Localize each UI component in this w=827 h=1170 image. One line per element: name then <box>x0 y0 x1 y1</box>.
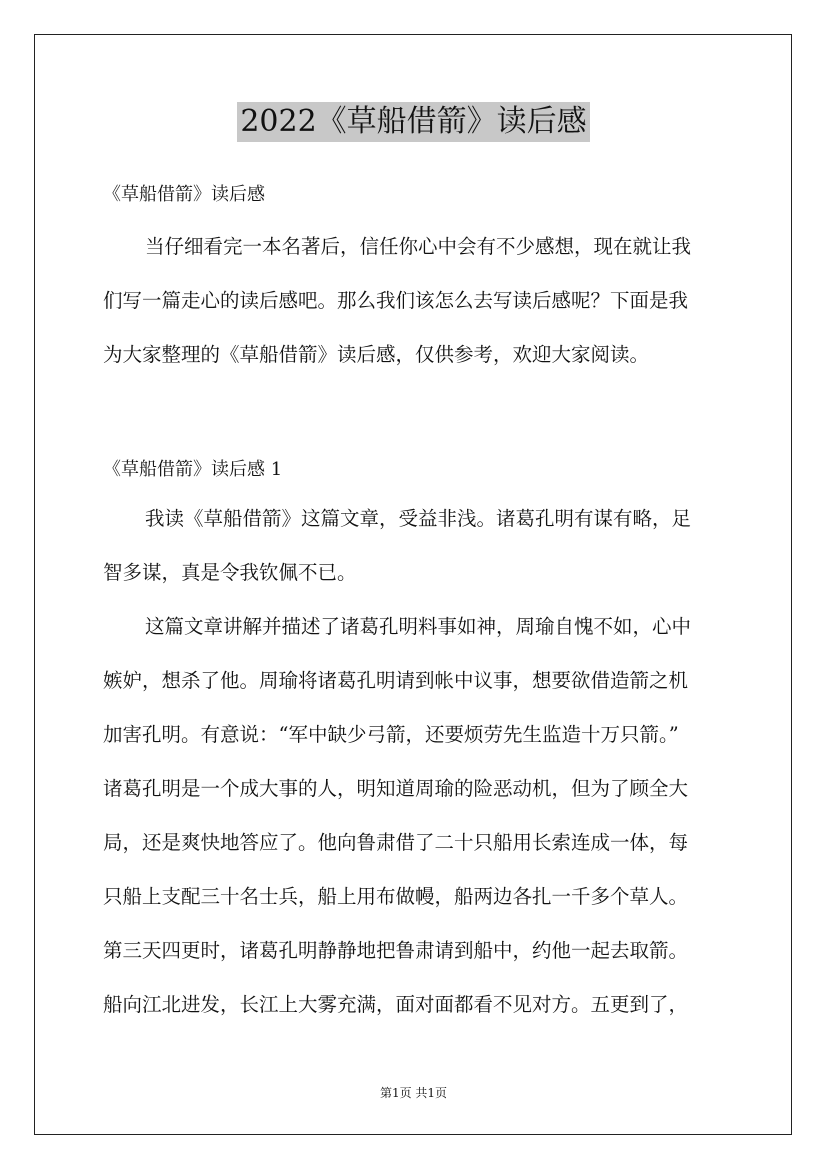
section-heading: 《草船借箭》读后感 1 <box>103 459 283 480</box>
paragraph-line: 只船上支配三十名士兵，船上用布做幔，船两边各扎一千多个草人。 <box>103 885 689 908</box>
document-title: 2022《草船借箭》读后感 <box>237 102 589 142</box>
intro-line: 为大家整理的《草船借箭》读后感，仅供参考，欢迎大家阅读。 <box>103 343 650 366</box>
paragraph-line: 智多谋，真是令我钦佩不已。 <box>103 561 357 584</box>
title-container <box>0 102 827 142</box>
page-footer: 第1页 共1页 <box>379 1086 448 1100</box>
intro-line: 们写一篇走心的读后感吧。那么我们该怎么去写读后感呢？下面是我 <box>103 289 689 312</box>
paragraph-1 <box>103 492 727 600</box>
paragraph-line: 嫉妒，想杀了他。周瑜将诸葛孔明请到帐中议事，想要欲借造箭之机 <box>103 669 689 692</box>
paragraph-line: 船向江北进发，长江上大雾充满，面对面都看不见对方。五更到了， <box>103 993 689 1016</box>
paragraph-line: 局，还是爽快地答应了。他向鲁肃借了二十只船用长索连成一体，每 <box>103 831 689 854</box>
paragraph-line: 我读《草船借箭》这篇文章，受益非浅。诸葛孔明有谋有略，足 <box>145 507 692 530</box>
intro-paragraph <box>103 220 727 382</box>
subtitle: 《草船借箭》读后感 <box>103 184 265 205</box>
paragraph-line: 加害孔明。有意说：“军中缺少弓箭，还要烦劳先生监造十万只箭。” <box>103 723 679 746</box>
paragraph-line: 诸葛孔明是一个成大事的人，明知道周瑜的险恶动机，但为了顾全大 <box>103 777 689 800</box>
paragraph-line: 第三天四更时，诸葛孔明静静地把鲁肃请到船中，约他一起去取箭。 <box>103 939 689 962</box>
intro-line: 当仔细看完一本名著后，信任你心中会有不少感想，现在就让我 <box>145 235 692 258</box>
paragraph-line: 这篇文章讲解并描述了诸葛孔明料事如神，周瑜自愧不如，心中 <box>145 615 692 638</box>
paragraph-2 <box>103 600 727 1032</box>
